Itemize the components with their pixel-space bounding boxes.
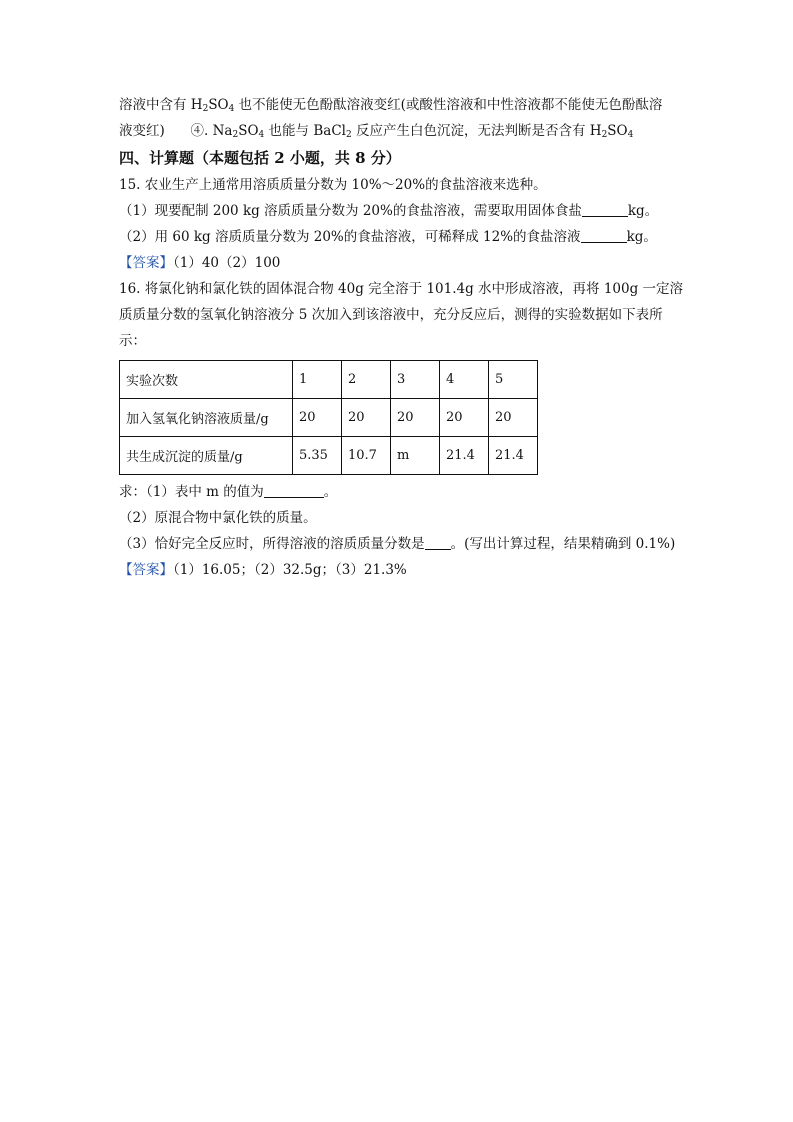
section-heading: 四、计算题（本题包括 2 小题，共 8 分） [119,149,401,167]
q16-ask1 [119,479,679,505]
table-cell: 20 [489,399,538,437]
subscript: 4 [228,104,235,114]
table-cell: 20 [440,399,489,437]
table-cell: 共生成沉淀的质量/g [120,437,293,475]
answer-blank[interactable] [581,228,627,243]
answer-blank[interactable] [582,202,628,217]
subscript: 4 [258,130,265,140]
q16-answer [119,557,679,583]
table-cell: 20 [293,399,342,437]
q16-stem-line-1: 16. 将氯化钠和氯化铁的固体混合物 40g 完全溶于 101.4g 水中形成溶液，再将 100g 一定溶 [119,281,684,297]
table-cell: m [391,437,440,475]
table-cell: 5 [489,361,538,399]
table-cell: 20 [391,399,440,437]
text-segment: SO [238,123,259,139]
table-cell: 10.7 [342,437,391,475]
text-segment: 求：（1）表中 m 的值为 [119,484,264,500]
table-row [120,437,538,475]
table-cell: 3 [391,361,440,399]
text-segment: 液变红) ④. Na [119,123,233,139]
table-row [120,361,538,399]
q16-stem-line-3: 示： [119,333,146,349]
q15-part1 [119,198,679,224]
answer-blank[interactable] [425,535,451,550]
text-segment: 。 [323,484,338,500]
continued-answer-line-2 [119,118,679,144]
answer-tag: 【答案】 [119,562,173,578]
q16-stem-line-2: 质质量分数的氢氧化钠溶液分 5 次加入到该溶液中，充分反应后，测得的实验数据如下表所 [119,307,663,323]
answer-blank[interactable] [264,483,324,498]
text-segment: （3）恰好完全反应时，所得溶液的溶质质量分数是 [119,536,425,552]
table-cell: 加入氢氧化钠溶液质量/g [120,399,293,437]
answer-text: （1）40（2）100 [173,255,281,271]
table-cell: 21.4 [489,437,538,475]
q15-part2 [119,224,679,250]
continued-answer-line-1 [119,92,679,118]
text-segment: （1）现要配制 200 kg 溶质质量分数为 20%的食盐溶液，需要取用固体食盐 [119,203,582,219]
table-row [120,399,538,437]
table-cell: 1 [293,361,342,399]
q15-answer [119,250,679,276]
subscript: 4 [627,130,634,140]
table-cell: 5.35 [293,437,342,475]
subscript: 2 [232,130,239,140]
text-segment: （2）用 60 kg 溶质质量分数为 20%的食盐溶液，可稀释成 12%的食盐溶液 [119,229,581,245]
text-segment: 。(写出计算过程，结果精确到 0.1%) [450,536,676,552]
q16-ask2: （2）原混合物中氯化铁的质量。 [119,510,317,526]
unit-text: kg。 [626,229,657,245]
table-cell: 实验次数 [120,361,293,399]
table-cell: 4 [440,361,489,399]
q16-ask3 [119,531,679,557]
table-cell: 20 [342,399,391,437]
answer-tag: 【答案】 [119,255,173,271]
table-cell: 21.4 [440,437,489,475]
answer-text: （1）16.05；（2）32.5g；（3）21.3% [173,562,407,578]
text-segment: 溶液中含有 H [119,97,203,113]
subscript: 2 [601,130,608,140]
text-segment: 也能与 BaCl [264,123,346,139]
unit-text: kg。 [627,203,659,219]
subscript: 2 [345,130,352,140]
text-segment: SO [208,97,229,113]
page-content [119,92,684,583]
text-segment: 反应产生白色沉淀，无法判断是否含有 H [351,123,602,139]
q15-stem: 15. 农业生产上通常用溶质质量分数为 10%～20%的食盐溶液来选种。 [119,177,547,193]
text-segment: SO [607,123,628,139]
text-segment: 也不能使无色酚酞溶液变红(或酸性溶液和中性溶液都不能使无色酚酞溶 [234,97,663,113]
experiment-table [119,360,538,475]
table-cell: 2 [342,361,391,399]
subscript: 2 [202,104,209,114]
